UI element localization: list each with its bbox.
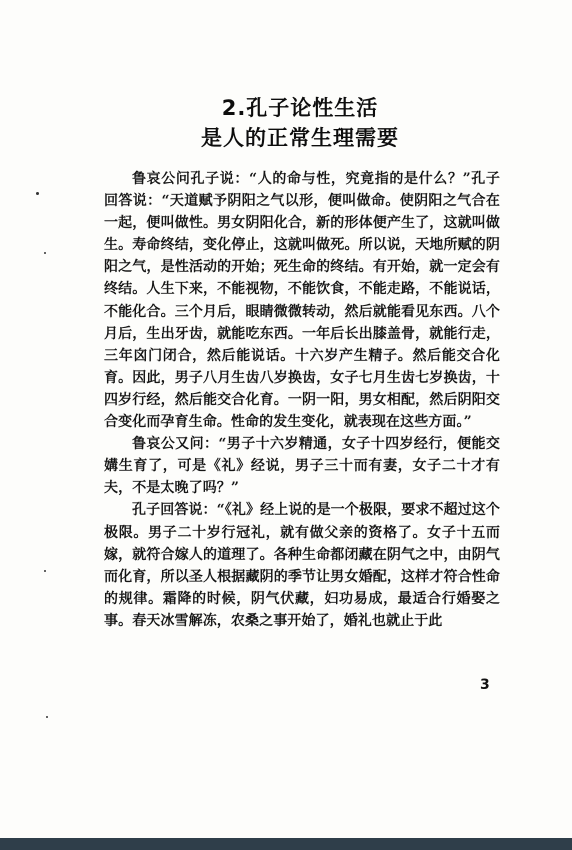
body-text — [104, 168, 500, 632]
paragraph-2: 鲁哀公又问：“男子十六岁精通，女子十四岁经行，便能交媾生育了，可是《礼》经说，男子三十而有妻，女子二十才有夫，不是太晚了吗？” — [104, 436, 500, 497]
scan-speck — [44, 570, 46, 572]
paragraph-1: 鲁哀公问孔子说：“人的命与性，究竟指的是什么？”孔子回答说：“天道赋予阴阳之气以形，便叫做命。使阴阳之气合在一起，便叫做性。男女阴阳化合，新的形体便产生了，这就叫做生。寿命终结，变化停止，这就叫做死。所以说，天地所赋的阴阳之气，是性活动的开始；死生命的终结。有开始，就一定会有终结。人生下来，不能视物，不能饮食，不能走路，不能说话，不能化合。三个月后，眼睛微微转动，然后就能看见东西。八个月后，生出牙齿，就能吃东西。一年后长出膝盖骨，就能行走，三年囟门闭合，然后能说话。十六岁产生精子。然后能交合化育。因此，男子八月生齿八岁换齿，女子七月生齿七岁换齿，十四岁行经，然后能交合化育。一阴一阳，男女相配，然后阴阳交合变化而孕育生命。性命的发生变化，就表现在这些方面。” — [104, 171, 500, 431]
scan-speck — [36, 192, 39, 195]
page-number: 3 — [480, 677, 490, 693]
paragraph-3: 孔子回答说：“《礼》经上说的是一个极限，要求不超过这个极限。男子二十岁行冠礼，就有做父亲的资格了。女子十五而嫁，就符合嫁人的道理了。各种生命都闭藏在阴气之中，由阴气而化育，所以圣人根据藏阴的季节让男女婚配，这样才符合性命的规律。霜降的时候，阴气伏藏，妇功易成，最适合行婚娶之事。春天冰雪解冻，农桑之事开始了，婚礼也就止于此 — [104, 502, 500, 629]
section-subtitle: 是人的正常生理需要 — [201, 126, 399, 150]
section-title: 2.孔子论性生活 — [221, 96, 379, 120]
viewer-bottom-bar — [0, 838, 572, 850]
scan-speck — [46, 716, 48, 718]
scan-speck — [44, 252, 46, 254]
